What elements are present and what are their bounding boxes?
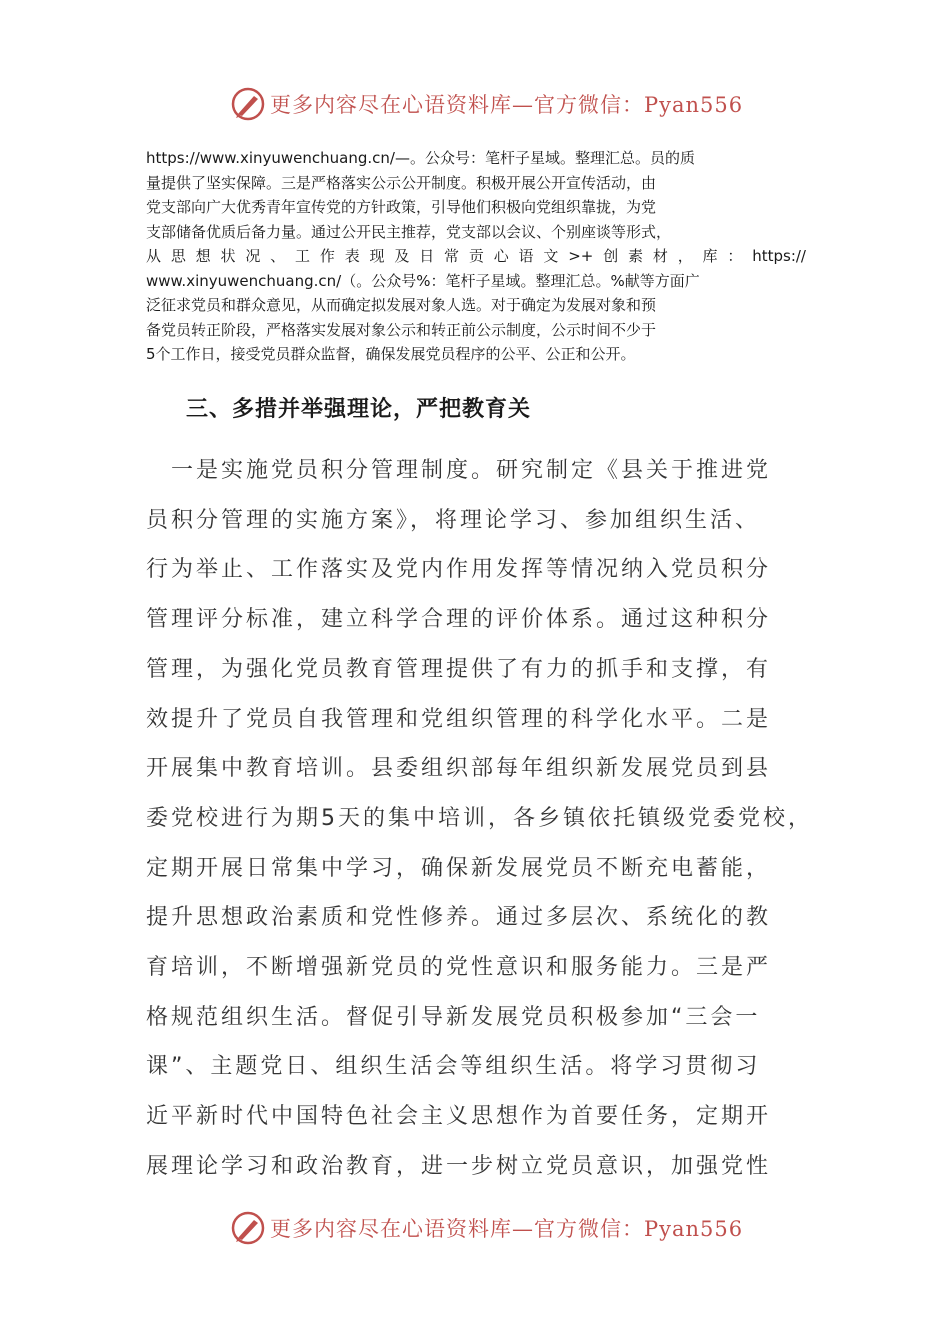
text-line: 效提升了党员自我管理和党组织管理的科学化水平。二是 [146, 706, 772, 732]
text-line: 泛征求党员和群众意见，从而确定拟发展对象人选。对于确定为发展对象和预 [146, 296, 657, 314]
intro-paragraph [146, 146, 806, 367]
banner-text: 更多内容尽在心语资料库—官方微信：Pyan556 [270, 1217, 744, 1241]
text-line: 开展集中教育培训。县委组织部每年组织新发展党员到县 [146, 756, 772, 782]
text-line: 提升思想政治素质和党性修养。通过多层次、系统化的教 [146, 905, 772, 931]
section-heading: 三、多措并举强理论，严把教育关 [186, 396, 532, 422]
text-line: 行为举止、工作落实及党内作用发挥等情况纳入党员积分 [146, 557, 772, 583]
text-line: 党支部向广大优秀青年宣传党的方针政策，引导他们积极向党组织靠拢，为党 [146, 198, 657, 216]
text-line: www.xinyuwenchuang.cn/（。公众号%：笔杆子星域。整理汇总。%献等方面广 [146, 271, 700, 290]
text-line: 一是实施党员积分管理制度。研究制定《县关于推进党 [146, 458, 772, 483]
text-line: 量提供了坚实保障。三是严格落实公示公开制度。积极开展公开宣传活动，由 [146, 173, 657, 192]
pen-logo-icon [230, 1210, 266, 1246]
text-line: 育培训，不断增强新党员的党性意识和服务能力。三是严 [146, 955, 772, 981]
text-line: 管理，为强化党员教育管理提供了有力的抓手和支撑，有 [146, 656, 772, 682]
text-line: 5个工作日，接受党员群众监督，确保发展党员程序的公平、公正和公开。 [146, 345, 636, 363]
text-line: 定期开展日常集中学习，确保新发展党员不断充电蓄能， [146, 855, 772, 881]
pen-logo-icon [230, 86, 266, 122]
text-line: 格规范组织生活。督促引导新发展党员积极参加“三会一 [146, 1004, 761, 1030]
text-line: 管理评分标准，建立科学合理的评价体系。通过这种积分 [146, 607, 772, 633]
text-line: 近平新时代中国特色社会主义思想作为首要任务，定期开 [146, 1104, 772, 1130]
body-paragraph [146, 446, 813, 1192]
text-line: 展理论学习和政治教育，进一步树立党员意识，加强党性 [146, 1153, 772, 1179]
text-line: 支部储备优质后备力量。通过公开民主推荐，党支部以会议、个别座谈等形式， [146, 222, 672, 241]
banner-text: 更多内容尽在心语资料库—官方微信：Pyan556 [270, 93, 744, 117]
text-line: 备党员转正阶段，严格落实发展对象公示和转正前公示制度，公示时间不少于 [146, 320, 657, 339]
footer-banner [230, 1208, 743, 1248]
text-line: https://www.xinyuwenchuang.cn/—。公众号：笔杆子星域。整理汇总。员的质 [146, 149, 695, 167]
text-line: 从思想状况、工作表现及日常贡心语文>+创素材，库：https:// [146, 247, 806, 265]
header-banner [230, 84, 743, 124]
text-line: 委党校进行为期5天的集中培训，各乡镇依托镇级党委党校， [146, 805, 813, 831]
text-line: 课”、主题党日、组织生活会等组织生活。将学习贯彻习 [146, 1054, 761, 1080]
text-line: 员积分管理的实施方案》，将理论学习、参加组织生活、 [146, 507, 761, 533]
